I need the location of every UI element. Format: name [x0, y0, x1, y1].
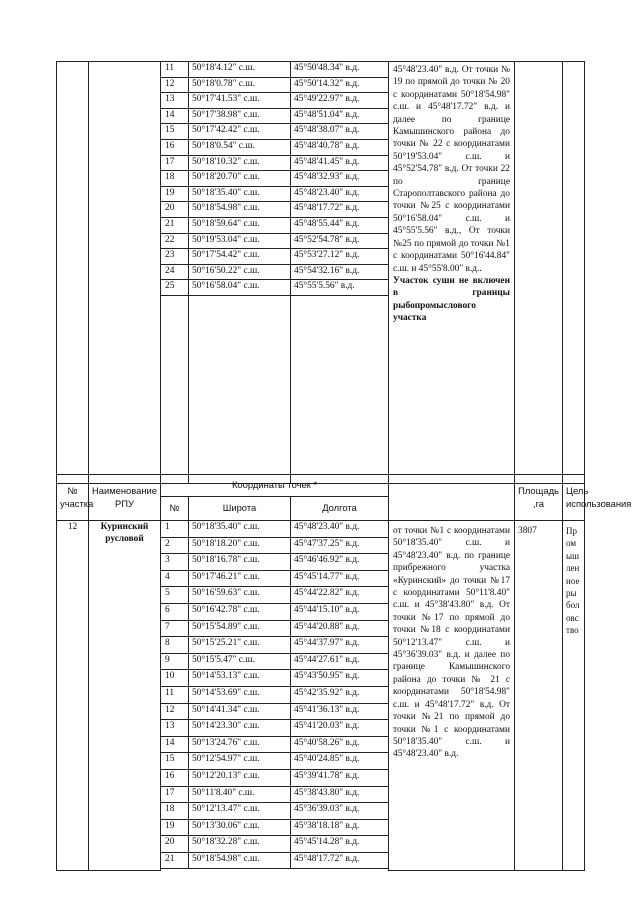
point-number: 21: [161, 852, 189, 869]
latitude-cell: 50°18'0.78" с.ш.: [189, 77, 291, 93]
site-name: Куринский русловой: [89, 521, 161, 871]
longitude-cell: 45°48'17.72" в.д.: [291, 202, 389, 218]
point-number: 14: [161, 108, 189, 124]
land-note: Участок суши не включен в границы рыбопромыслового участка: [393, 275, 510, 324]
longitude-cell: 45°39'41.78" в.д.: [291, 769, 389, 786]
point-number: 15: [161, 124, 189, 140]
point-number: 14: [161, 736, 189, 753]
header-purpose: Цель использования: [563, 475, 585, 521]
coordinate-row: [57, 521, 585, 538]
point-number: 3: [161, 554, 189, 571]
latitude-cell: 50°18'35.40" с.ш.: [189, 521, 291, 538]
point-number: 12: [161, 77, 189, 93]
purpose-value: Промышленное рыболовство: [563, 521, 585, 871]
longitude-cell: 45°45'14.77" в.д.: [291, 570, 389, 587]
longitude-cell: 45°48'51.04" в.д.: [291, 108, 389, 124]
fishing-site-table: [56, 474, 632, 871]
longitude-cell: 45°53'27.12" в.д.: [291, 249, 389, 265]
longitude-cell: 45°43'50.95" в.д.: [291, 670, 389, 687]
point-number: 23: [161, 249, 189, 265]
area-value: 3807: [515, 521, 563, 871]
longitude-cell: 45°38'43.80" в.д.: [291, 786, 389, 803]
point-number: 2: [161, 537, 189, 554]
latitude-cell: 50°17'41.53" с.ш.: [189, 93, 291, 109]
site-number-cell: [57, 62, 89, 484]
site-number: 12: [57, 521, 89, 871]
area-cell: [515, 62, 563, 484]
purpose-cell: [563, 62, 585, 484]
point-number: 20: [161, 202, 189, 218]
latitude-cell: 50°11'8.40" с.ш.: [189, 786, 291, 803]
latitude-cell: 50°15'25.21" с.ш.: [189, 637, 291, 654]
longitude-cell: 45°44'22.82" в.д.: [291, 587, 389, 604]
latitude-cell: 50°19'53.04" с.ш.: [189, 233, 291, 249]
point-number: 20: [161, 836, 189, 853]
latitude-cell: 50°14'53.69" с.ш.: [189, 686, 291, 703]
longitude-cell: 45°48'41.45" в.д.: [291, 155, 389, 171]
latitude-cell: 50°14'41.34" с.ш.: [189, 703, 291, 720]
site-name-cell: [89, 62, 161, 484]
latitude-cell: 50°18'32.28" с.ш.: [189, 836, 291, 853]
point-number: 6: [161, 603, 189, 620]
point-number: 18: [161, 803, 189, 820]
description-text: 45°48'23.40" в.д. От точки № 19 по прямой до точки № 20 с координатами 50°18'54.98" с.ш. и 45°48'17.72" в.д. и далее по границе Камышинского района до точки № 22 с координатами 50°19'53.04" с.ш. и 45°52'54.78" в.д. От точки 22 по границе Старополтавского района до точки №25 с координатами 50°16'58.04" с.ш. и 45°55'5.56" в.д., От точки №25 по прямой до точки №1 с координатами 50°16'44.84" с.ш. и 45°55'8.00" в.д..: [393, 65, 510, 274]
filler-cell: [291, 869, 389, 871]
header-longitude: Долгота: [291, 497, 389, 521]
point-number: 4: [161, 570, 189, 587]
longitude-cell: 45°36'39.03" в.д.: [291, 803, 389, 820]
filler-cell: [161, 295, 189, 483]
point-number: 11: [161, 62, 189, 78]
latitude-cell: 50°17'46.21" с.ш.: [189, 570, 291, 587]
longitude-cell: 45°50'48.34" в.д.: [291, 62, 389, 78]
filler-cell: [291, 295, 389, 483]
latitude-cell: 50°16'50.22" с.ш.: [189, 264, 291, 280]
point-number: 22: [161, 233, 189, 249]
point-number: 12: [161, 703, 189, 720]
coordinate-row: [57, 62, 585, 78]
point-number: 25: [161, 280, 189, 296]
longitude-cell: 45°48'32.93" в.д.: [291, 171, 389, 187]
longitude-cell: 45°49'22.97" в.д.: [291, 93, 389, 109]
point-number: 16: [161, 769, 189, 786]
longitude-cell: 45°48'17.72" в.д.: [291, 852, 389, 869]
point-number: 10: [161, 670, 189, 687]
point-number: 8: [161, 637, 189, 654]
longitude-cell: 45°48'23.40" в.д.: [291, 521, 389, 538]
longitude-cell: 45°47'37.25" в.д.: [291, 537, 389, 554]
filler-cell: [189, 869, 291, 871]
latitude-cell: 50°13'30.06" с.ш.: [189, 819, 291, 836]
point-number: 15: [161, 753, 189, 770]
latitude-cell: 50°12'20.13" с.ш.: [189, 769, 291, 786]
longitude-cell: 45°48'40.78" в.д.: [291, 139, 389, 155]
latitude-cell: 50°12'13.47" с.ш.: [189, 803, 291, 820]
point-number: 21: [161, 217, 189, 233]
latitude-cell: 50°16'59.63" с.ш.: [189, 587, 291, 604]
longitude-cell: 45°48'38.07" в.д.: [291, 124, 389, 140]
latitude-cell: 50°15'5.47" с.ш.: [189, 653, 291, 670]
latitude-cell: 50°18'18.20" с.ш.: [189, 537, 291, 554]
point-number: 19: [161, 186, 189, 202]
longitude-cell: 45°41'36.13" в.д.: [291, 703, 389, 720]
longitude-cell: 45°46'46.92" в.д.: [291, 554, 389, 571]
longitude-cell: 45°40'58.26" в.д.: [291, 736, 389, 753]
longitude-cell: 45°42'35.92" в.д.: [291, 686, 389, 703]
longitude-cell: 45°41'20.03" в.д.: [291, 720, 389, 737]
latitude-cell: 50°13'24.76" с.ш.: [189, 736, 291, 753]
point-number: 9: [161, 653, 189, 670]
longitude-cell: 45°45'14.28" в.д.: [291, 836, 389, 853]
latitude-cell: 50°18'10.32" с.ш.: [189, 155, 291, 171]
latitude-cell: 50°17'38.98" с.ш.: [189, 108, 291, 124]
longitude-cell: 45°44'20.88" в.д.: [291, 620, 389, 637]
filler-cell: [189, 295, 291, 483]
latitude-cell: 50°12'54.97" с.ш.: [189, 753, 291, 770]
longitude-cell: 45°52'54.78" в.д.: [291, 233, 389, 249]
longitude-cell: 45°44'27.61" в.д.: [291, 653, 389, 670]
latitude-cell: 50°18'16.78" с.ш.: [189, 554, 291, 571]
header-area: Площадь ,га: [515, 475, 563, 521]
longitude-cell: 45°48'55.44" в.д.: [291, 217, 389, 233]
header-point-number: №: [161, 497, 189, 521]
header-coordinates: Координаты точек *: [161, 475, 389, 497]
point-number: 13: [161, 93, 189, 109]
latitude-cell: 50°18'20.70" с.ш.: [189, 171, 291, 187]
latitude-cell: 50°14'53.13" с.ш.: [189, 670, 291, 687]
point-number: 17: [161, 786, 189, 803]
latitude-cell: 50°18'54.98" с.ш.: [189, 202, 291, 218]
longitude-cell: 45°40'24.85" в.д.: [291, 753, 389, 770]
point-number: 16: [161, 139, 189, 155]
point-number: 11: [161, 686, 189, 703]
point-number: 17: [161, 155, 189, 171]
boundary-description: [389, 62, 515, 484]
point-number: 1: [161, 521, 189, 538]
point-number: 7: [161, 620, 189, 637]
latitude-cell: 50°18'4.12" с.ш.: [189, 62, 291, 78]
longitude-cell: 45°48'23.40" в.д.: [291, 186, 389, 202]
latitude-cell: 50°18'0.54" с.ш.: [189, 139, 291, 155]
point-number: 19: [161, 819, 189, 836]
header-site-name: Наименование РПУ: [89, 475, 161, 521]
filler-cell: [161, 869, 189, 871]
point-number: 18: [161, 171, 189, 187]
continuation-table: [56, 61, 585, 484]
longitude-cell: 45°38'18.18" в.д.: [291, 819, 389, 836]
latitude-cell: 50°17'42.42" с.ш.: [189, 124, 291, 140]
header-description: [389, 475, 515, 521]
boundary-description: от точки №1 с координатами 50°18'35.40" с.ш. и 45°48'23.40" в.д. по границе прибрежного участка «Куринский» до точки №17 с координатами 50°11'8.40" с.ш. и 45°38'43.80" в.д. От точки №17 по прямой до точки №18 с координатами 50°12'13.47" с.ш. и 45°36'39.03" в.д. и далее по границе Камышинского района до точки № 21 с координатами 50°18'54.98" с.ш. и 45°48'17.72" в.д. От точки №21 по прямой до точки №1 с координатами 50°18'35.40" с.ш. и 45°48'23.40" в.д.: [389, 521, 515, 871]
header-site-number: № участка: [57, 475, 89, 521]
latitude-cell: 50°15'54.89" с.ш.: [189, 620, 291, 637]
longitude-cell: 45°55'5.56" в.д.: [291, 280, 389, 296]
point-number: 13: [161, 720, 189, 737]
longitude-cell: 45°54'32.16" в.д.: [291, 264, 389, 280]
latitude-cell: 50°14'23.30" с.ш.: [189, 720, 291, 737]
latitude-cell: 50°18'54.98" с.ш.: [189, 852, 291, 869]
point-number: 24: [161, 264, 189, 280]
latitude-cell: 50°18'59.64" с.ш.: [189, 217, 291, 233]
longitude-cell: 45°44'15.10" в.д.: [291, 603, 389, 620]
latitude-cell: 50°16'42.78" с.ш.: [189, 603, 291, 620]
header-latitude: Широта: [189, 497, 291, 521]
latitude-cell: 50°16'58.04" с.ш.: [189, 280, 291, 296]
latitude-cell: 50°18'35.40" с.ш.: [189, 186, 291, 202]
longitude-cell: 45°50'14.32" в.д.: [291, 77, 389, 93]
latitude-cell: 50°17'54.42" с.ш.: [189, 249, 291, 265]
longitude-cell: 45°44'37.97" в.д.: [291, 637, 389, 654]
point-number: 5: [161, 587, 189, 604]
